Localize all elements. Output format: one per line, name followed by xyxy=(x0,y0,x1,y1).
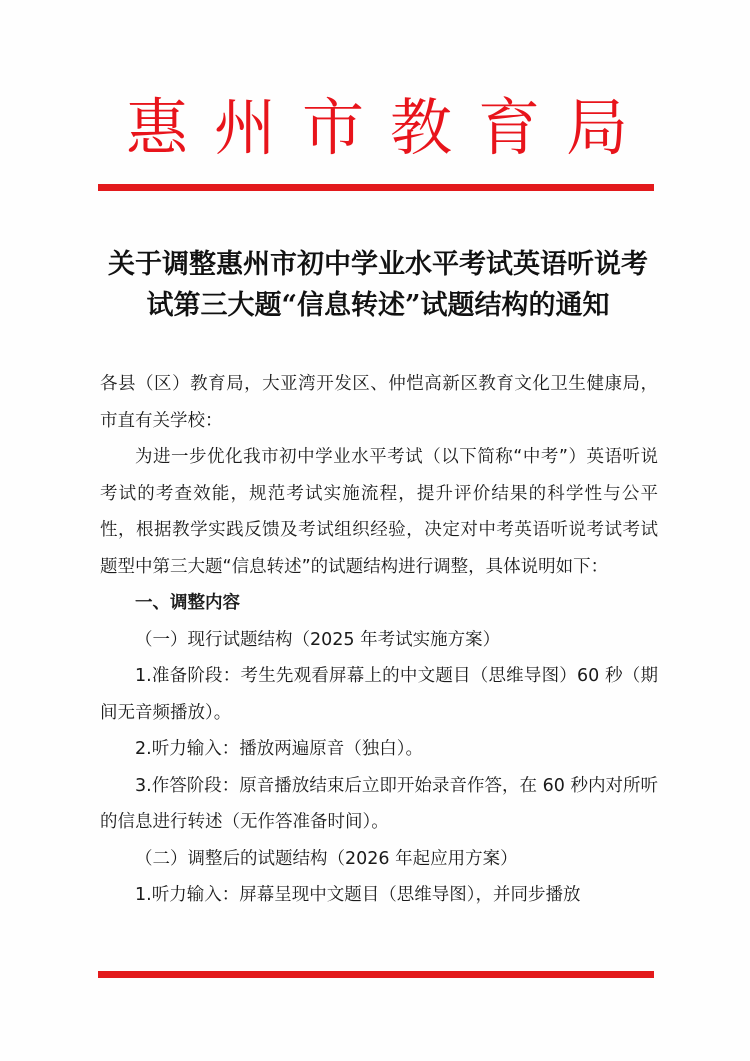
section-heading-adjustment: 一、调整内容 xyxy=(135,593,240,613)
intro-paragraph: 为进一步优化我市初中学业水平考试（以下简称“中考”）英语听说考试的考查效能，规范考试实施流程，提升评价结果的科学性与公平性，根据教学实践反馈及考试组织经验，决定对中考英语听说考试考试题型中第三大题“信息转述”的试题结构进行调整，具体说明如下： xyxy=(100,447,658,577)
footer-red-rule xyxy=(98,971,654,978)
subheading-adjusted-structure: （二）调整后的试题结构（2026 年起应用方案） xyxy=(135,848,518,869)
salutation: 各县（区）教育局，大亚湾开发区、仲恺高新区教育文化卫生健康局，市直有关学校： xyxy=(100,374,658,431)
masthead-red-rule xyxy=(98,184,654,191)
subheading-current-structure: （一）现行试题结构（2025 年考试实施方案） xyxy=(135,629,501,650)
list-item-answering: 3.作答阶段：原音播放结束后立即开始录音作答，在 60 秒内对所听的信息进行转述（无作答准备时间）。 xyxy=(100,775,658,832)
document-body xyxy=(100,366,658,914)
document-title-line-2: 试第三大题“信息转述”试题结构的通知 xyxy=(146,290,610,321)
masthead-title: 惠州市教育局 xyxy=(126,91,655,164)
list-item-preparation: 1.准备阶段：考生先观看屏幕上的中文题目（思维导图）60 秒（期间无音频播放）。 xyxy=(100,666,658,723)
list-item-adjusted-listening-input: 1.听力输入：屏幕呈现中文题目（思维导图），并同步播放 xyxy=(135,885,581,905)
document-title-line-1: 关于调整惠州市初中学业水平考试英语听说考 xyxy=(108,249,648,280)
list-item-listening-input: 2.听力输入：播放两遍原音（独白）。 xyxy=(135,739,423,759)
document-title xyxy=(100,244,656,326)
